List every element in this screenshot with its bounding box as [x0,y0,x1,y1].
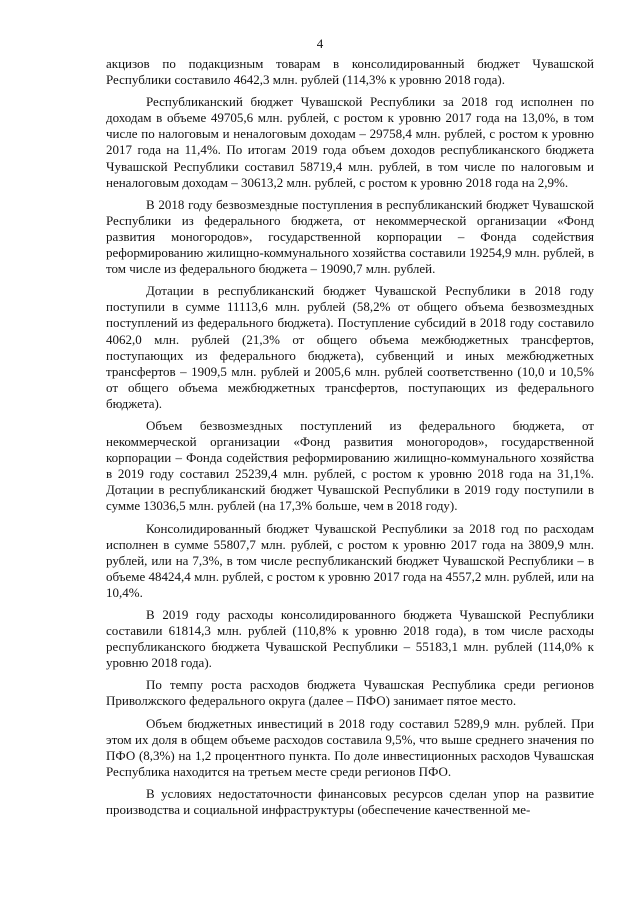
paragraph-infrastructure-focus: В условиях недостаточности финансовых ресурсов сделан упор на развитие производства и социальной инфраструктуры (обеспечение качественной ме- [106,785,594,818]
paragraph-subsidies-2018: Дотации в республиканский бюджет Чувашской Республики в 2018 году поступили в сумме 11113,6 млн. рублей (58,2% от общего объема безвозмездных поступлений из федерального бюджета). Поступление субсидий в 2018 году составило 4062,0 млн. рублей (21,3% от общего объема межбюджетных трансфертов, поступающих из федерального бюджета), субвенций и иных межбюджетных трансфертов – 1909,5 млн. рублей и 2005,6 млн. рублей соответственно (10,0 и 10,5% от общего объема межбюджетных трансфертов, поступающих из федерального бюджета). [106,283,594,411]
paragraph-republican-budget-revenue: Республиканский бюджет Чувашской Республики за 2018 год исполнен по доходам в объеме 49705,6 млн. рублей, с ростом к уровню 2017 года на 13,0%, в том числе по налоговым и неналоговым доходам – 29758,4 млн. рублей, с ростом к уровню 2017 года на 11,4%. По итогам 2019 года объем доходов республиканского бюджета Чувашской Республики составил 58719,4 млн. рублей, в том числе по налоговым и неналоговым доходам – 30613,2 млн. рублей, с ростом к уровню 2018 года на 2,9%. [106,94,594,190]
paragraph-gratuitous-receipts-2019: Объем безвозмездных поступлений из федерального бюджета, от некоммерческой организации «Фонд развития моногородов», государственной корпорации – Фонда содействия реформированию жилищно-коммунального хозяйства в 2019 году составил 25239,4 млн. рублей, с ростом к уровню 2018 года на 31,1%. Дотации в республиканский бюджет Чувашской Республики в 2019 году поступили в сумме 13036,5 млн. рублей (на 17,3% больше, чем в 2018 году). [106,417,594,514]
paragraph-consolidated-expenditure-2018: Консолидированный бюджет Чувашской Республики за 2018 год по расходам исполнен в сумме 55807,7 млн. рублей, с ростом к уровню 2017 года на 3809,9 млн. рублей, или на 7,3%, в том числе республиканский бюджет Чувашской Республики – в объеме 48424,4 млн. рублей, с ростом к уровню 2017 года на 4557,2 млн. рублей, или на 10,4%. [106,520,594,600]
paragraph-expenditure-growth-rank: По темпу роста расходов бюджета Чувашская Республика среди регионов Приволжского федерального округа (далее – ПФО) занимает пятое место. [106,677,594,709]
paragraph-budget-investments: Объем бюджетных инвестиций в 2018 году составил 5289,9 млн. рублей. При этом их доля в общем объеме расходов составила 9,5%, что выше среднего значения по ПФО (8,3%) на 1,2 процентного пункта. По доле инвестиционных расходов Чувашская Республика находится на третьем месте среди регионов ПФО. [106,715,594,779]
page-number: 4 [316,36,324,51]
paragraph-excise-revenue: акцизов по подакцизным товарам в консолидированный бюджет Чувашской Республики составило 4642,3 млн. рублей (114,3% к уровню 2018 года). [106,56,594,88]
document-body [106,56,594,818]
paragraph-gratuitous-receipts-2018: В 2018 году безвозмездные поступления в республиканский бюджет Чувашской Республики из федерального бюджета, от некоммерческой организации «Фонд развития моногородов», государственной корпорации – Фонда содействия реформированию жилищно-коммунального хозяйства составили 19254,9 млн. рублей, в том числе из федерального бюджета – 19090,7 млн. рублей. [106,196,594,277]
paragraph-consolidated-expenditure-2019: В 2019 году расходы консолидированного бюджета Чувашской Республики составили 61814,3 млн. рублей (110,8% к уровню 2018 года), в том числе расходы республиканского бюджета Чувашской Республики – 55183,1 млн. рублей (114,0% к уровню 2018 года). [106,607,594,671]
